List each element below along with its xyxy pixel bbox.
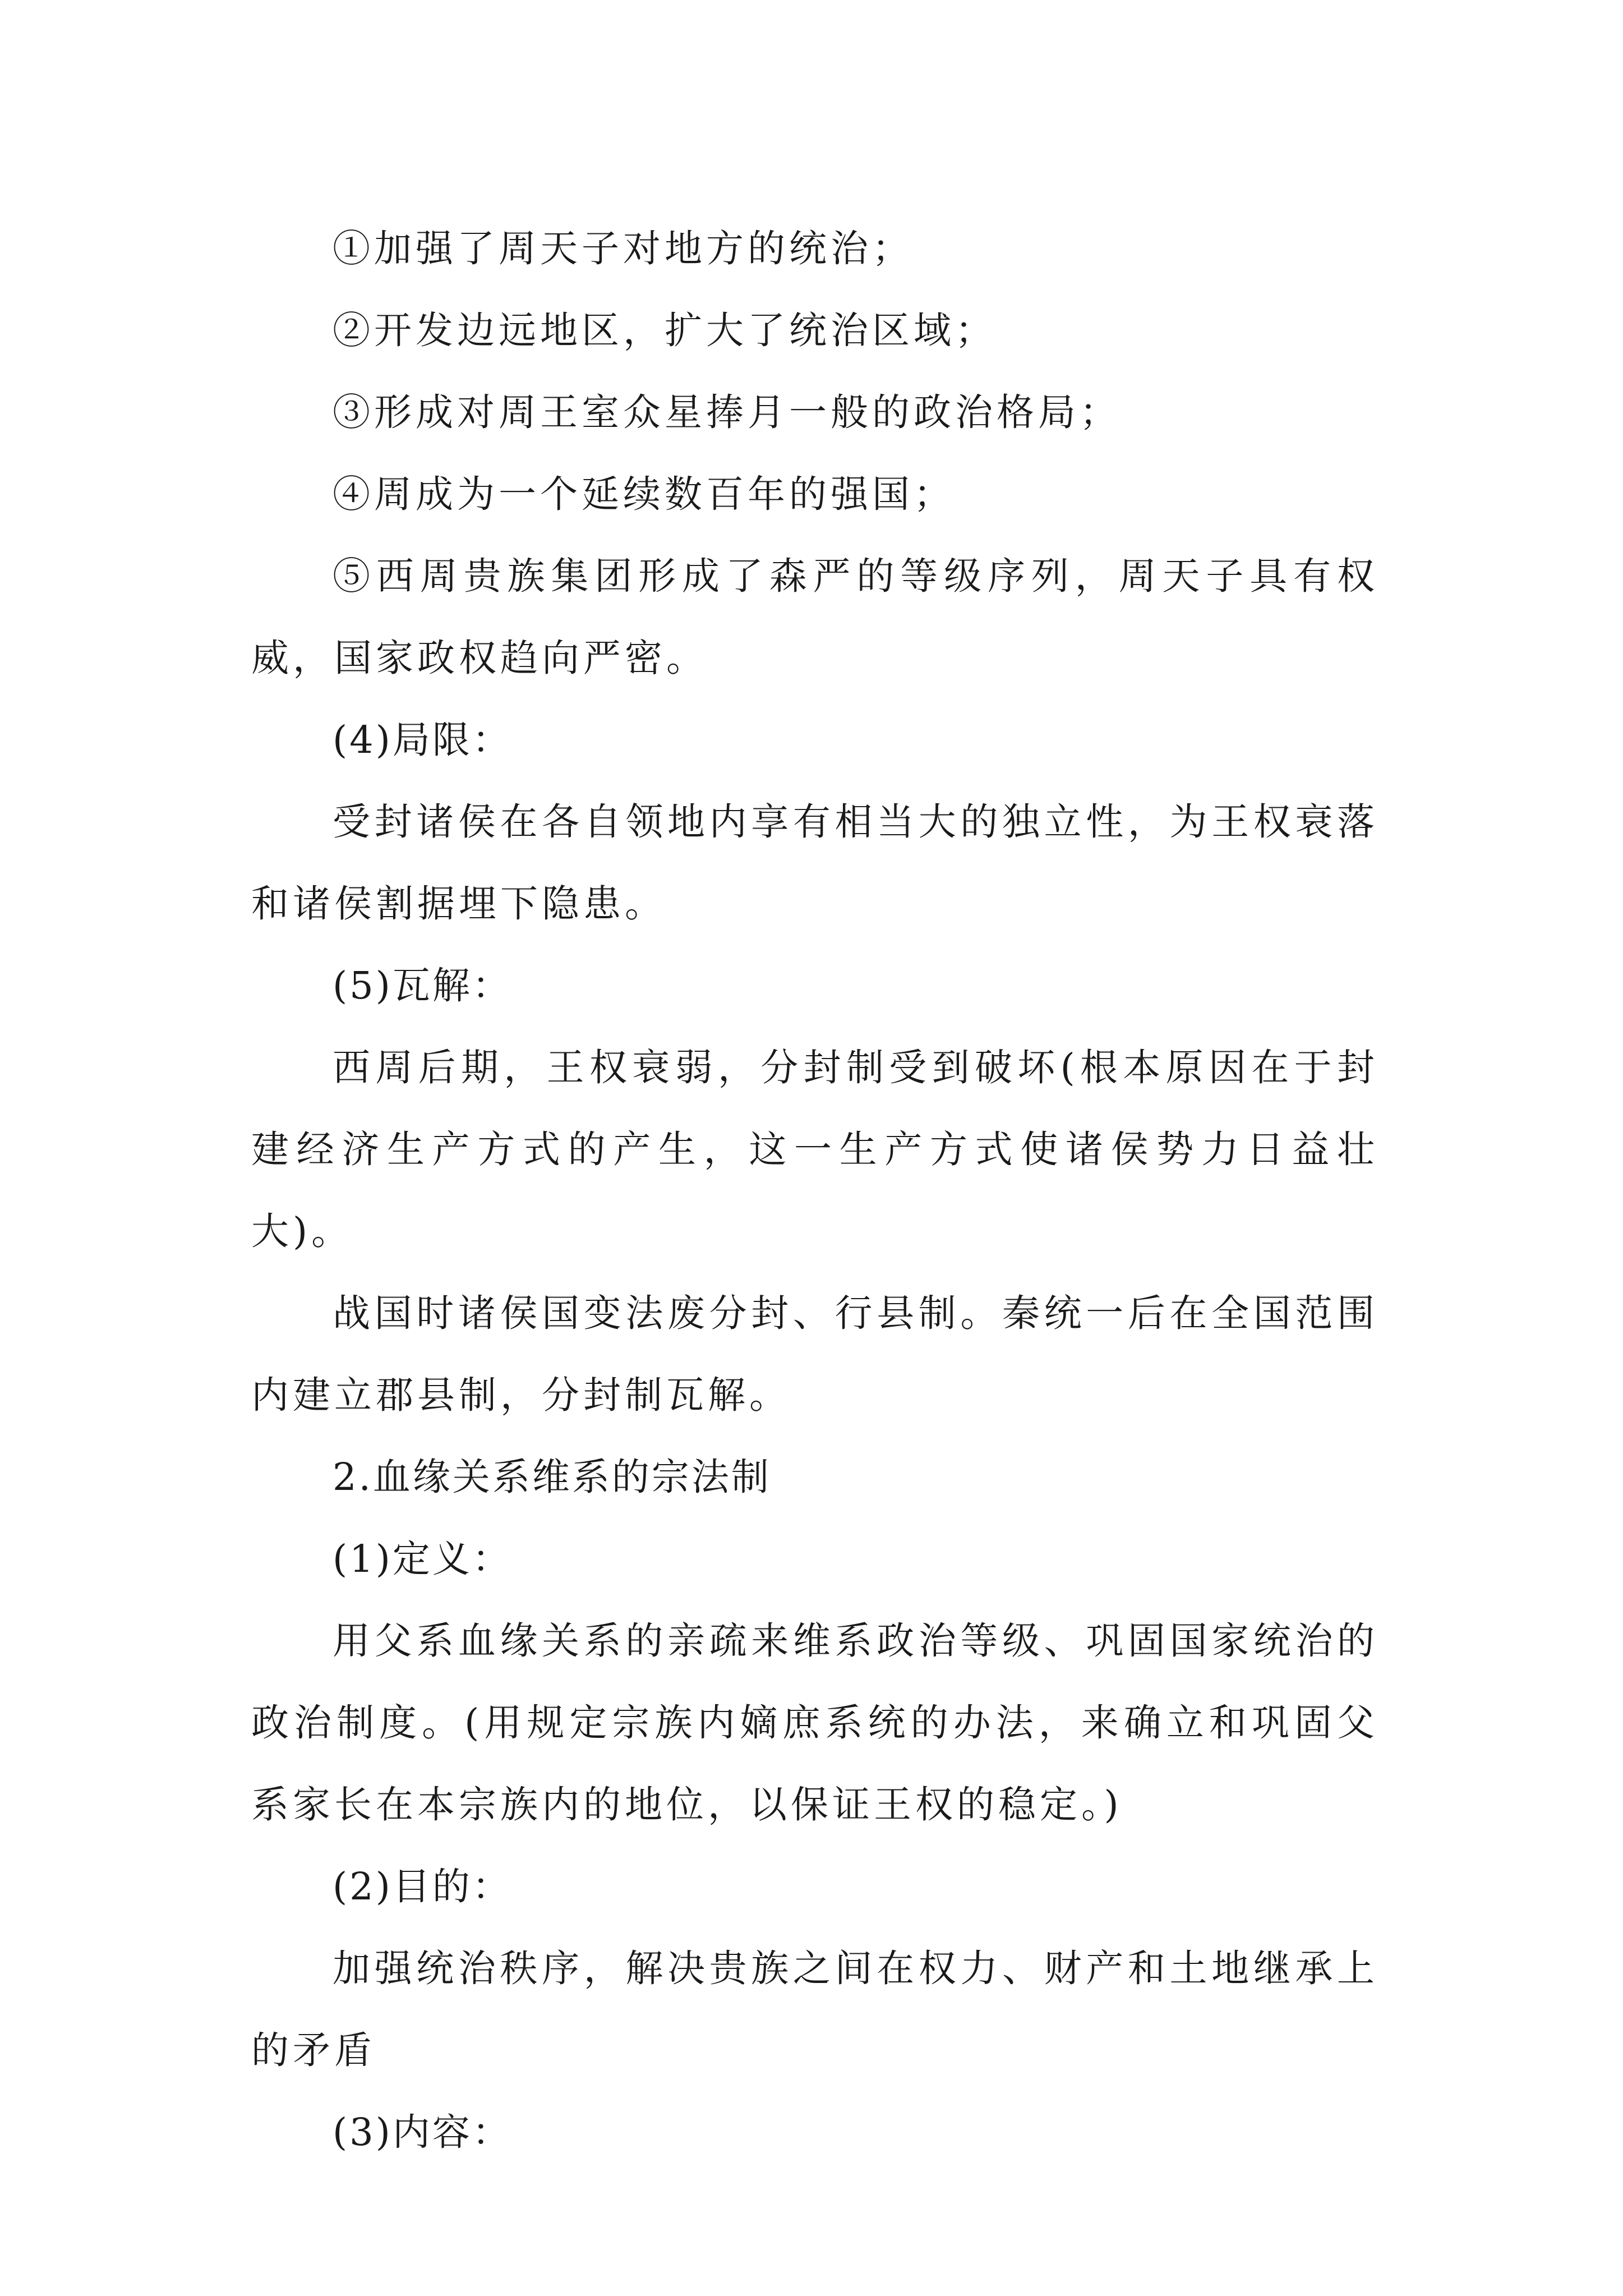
paragraph-definition: 用父系血缘关系的亲疏来维系政治等级、巩固国家统治的政治制度。(用规定宗族内嫡庶系统的办法，来确立和巩固父系家长在本宗族内的地位，以保证王权的稳定。) bbox=[251, 1619, 1378, 1826]
document-body bbox=[251, 208, 1378, 2173]
list-item-4: ④周成为一个延续数百年的强国； bbox=[333, 472, 955, 516]
section-heading-definition: (1)定义： bbox=[333, 1537, 512, 1581]
section-heading-purpose: (2)目的： bbox=[333, 1865, 512, 1908]
section-heading-content: (3)内容： bbox=[333, 2110, 512, 2154]
section-heading-limitations: (4)局限： bbox=[333, 718, 512, 762]
list-item-3: ③形成对周王室众星捧月一般的政治格局； bbox=[333, 390, 1121, 434]
list-item-1: ①加强了周天子对地方的统治； bbox=[333, 227, 914, 270]
section-heading-collapse: (5)瓦解： bbox=[333, 964, 512, 1007]
paragraph-collapse-1: 西周后期，王权衰弱，分封制受到破坏(根本原因在于封建经济生产方式的产生，这一生产方式使诸侯势力日益壮大)。 bbox=[251, 1046, 1378, 1253]
section-heading-clan-system: 2.血缘关系维系的宗法制 bbox=[333, 1455, 771, 1499]
paragraph-collapse-2: 战国时诸侯国变法废分封、行县制。秦统一后在全国范围内建立郡县制，分封制瓦解。 bbox=[251, 1291, 1378, 1417]
list-item-2: ②开发边远地区，扩大了统治区域； bbox=[333, 309, 997, 352]
paragraph-limitations: 受封诸侯在各自领地内享有相当大的独立性，为王权衰落和诸侯割据埋下隐患。 bbox=[251, 800, 1378, 926]
paragraph-purpose: 加强统治秩序，解决贵族之间在权力、财产和土地继承上的矛盾 bbox=[251, 1947, 1378, 2072]
list-item-5: ⑤西周贵族集团形成了森严的等级序列，周天子具有权威，国家政权趋向严密。 bbox=[251, 554, 1378, 680]
